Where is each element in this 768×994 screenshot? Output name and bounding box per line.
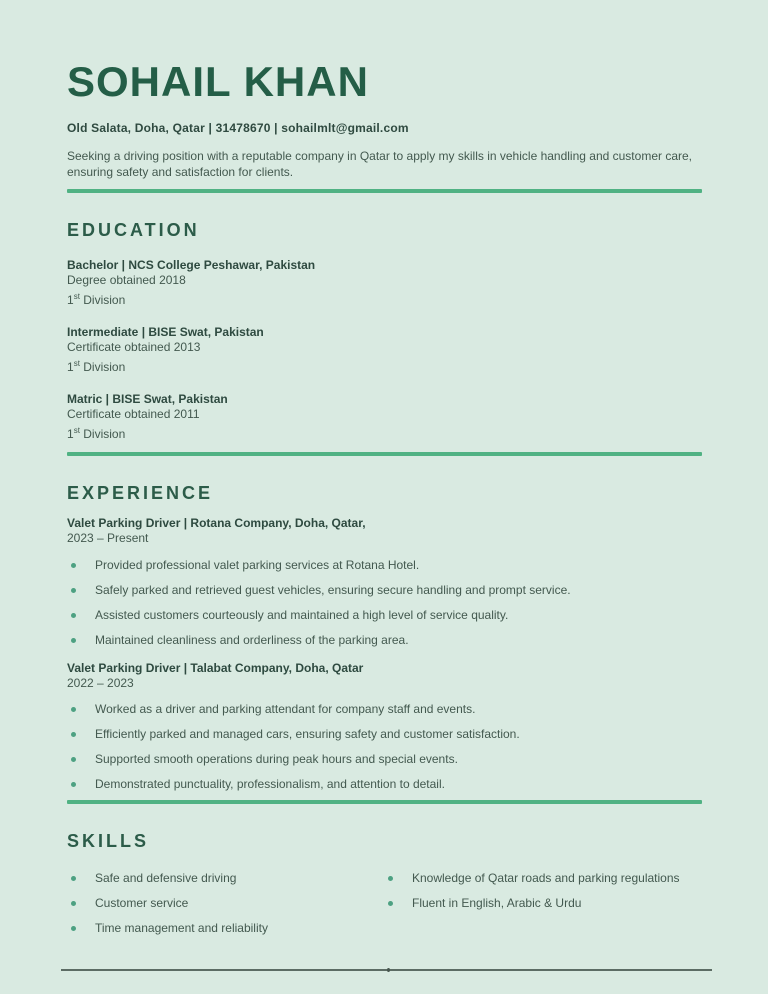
summary-text: Seeking a driving position with a reputable company in Qatar to apply my skills in vehicle handling and customer care, ensuring safety and satisfaction for clients.: [67, 149, 692, 179]
contact-line: Old Salata, Doha, Qatar | 31478670 | sohailmlt@gmail.com: [67, 121, 409, 135]
bullet-icon: [71, 782, 76, 787]
bullet-icon: [388, 876, 393, 881]
bullet-item: Time management and reliability: [67, 921, 384, 935]
bullet-icon: [71, 926, 76, 931]
education-entry-title: Matric | BISE Swat, Pakistan: [67, 392, 228, 406]
education-entry-title: Intermediate | BISE Swat, Pakistan: [67, 325, 264, 339]
bullet-item: Fluent in English, Arabic & Urdu: [384, 896, 702, 910]
bullet-icon: [71, 707, 76, 712]
bullet-icon: [71, 876, 76, 881]
bullet-item: Demonstrated punctuality, professionalism, and attention to detail.: [67, 777, 702, 791]
bullet-item: Assisted customers courteously and maintained a high level of service quality.: [67, 608, 702, 622]
education-entry-title: Bachelor | NCS College Peshawar, Pakistan: [67, 258, 316, 272]
bullet-icon: [71, 613, 76, 618]
bullet-item: Worked as a driver and parking attendant for company staff and events.: [67, 702, 702, 716]
bullet-icon: [71, 732, 76, 737]
bullet-item: Customer service: [67, 896, 384, 910]
skills-list-right: [384, 860, 702, 935]
section-divider: [67, 189, 702, 193]
education-entry-detail: Certificate obtained 2013: [67, 340, 201, 354]
skills-heading: SKILLS: [67, 831, 150, 851]
bullet-item: Supported smooth operations during peak hours and special events.: [67, 752, 702, 766]
bullet-icon: [71, 901, 76, 906]
bullet-item: Efficiently parked and managed cars, ensuring safety and customer satisfaction.: [67, 727, 702, 741]
bullet-item: Provided professional valet parking services at Rotana Hotel.: [67, 558, 702, 572]
job-bullet-list: [67, 702, 702, 791]
experience-heading: EXPERIENCE: [67, 483, 214, 503]
education-entry: [67, 392, 702, 442]
education-heading: EDUCATION: [67, 220, 200, 240]
job-bullet-list: [67, 558, 702, 647]
bullet-icon: [388, 901, 393, 906]
education-entry-detail: Degree obtained 2018: [67, 273, 186, 287]
education-entry: [67, 258, 702, 308]
job-title: Valet Parking Driver | Talabat Company, Doha, Qatar: [67, 660, 364, 675]
bullet-icon: [71, 638, 76, 643]
education-entry-division: 1st Division: [67, 425, 126, 441]
education-entry-division: 1st Division: [67, 291, 126, 307]
footer-divider: [61, 969, 712, 971]
section-divider: [67, 800, 702, 804]
page-title: SOHAIL KHAN: [67, 58, 369, 105]
job-dates: 2022 – 2023: [67, 675, 134, 690]
skills-columns: [67, 856, 702, 935]
bullet-item: Safely parked and retrieved guest vehicles, ensuring secure handling and prompt service.: [67, 583, 702, 597]
education-entry-division: 1st Division: [67, 358, 126, 374]
bullet-item: Safe and defensive driving: [67, 871, 384, 885]
education-entry: [67, 325, 702, 375]
bullet-icon: [71, 563, 76, 568]
bullet-icon: [71, 757, 76, 762]
experience-job: [67, 516, 702, 647]
education-entry-detail: Certificate obtained 2011: [67, 407, 200, 421]
bullet-item: Maintained cleanliness and orderliness of the parking area.: [67, 633, 702, 647]
bullet-item: Knowledge of Qatar roads and parking regulations: [384, 871, 702, 885]
job-dates: 2023 – Present: [67, 531, 149, 545]
footer-dot-icon: [387, 968, 390, 972]
skills-list-left: [67, 860, 384, 935]
experience-job: [67, 661, 702, 792]
bullet-icon: [71, 588, 76, 593]
job-title: Valet Parking Driver | Rotana Company, Doha, Qatar,: [67, 516, 366, 530]
section-divider: [67, 452, 702, 456]
